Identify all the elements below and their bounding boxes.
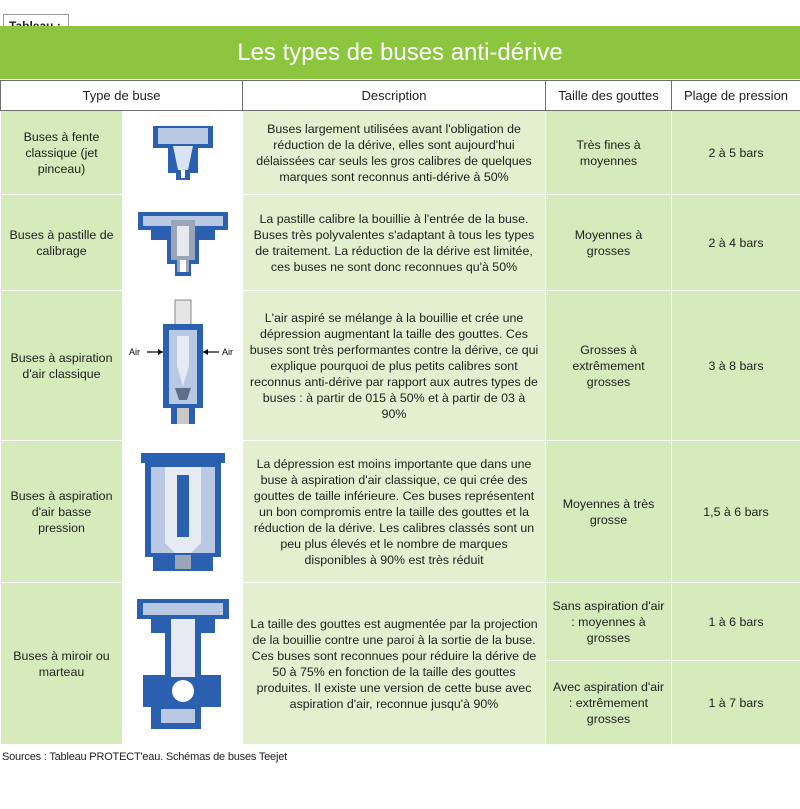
header-pressure: Plage de pression (672, 81, 800, 111)
header-row (1, 81, 800, 111)
nozzle-name: Buses à aspiration d'air basse pression (1, 441, 123, 583)
nozzle-name: Buses à pastille de calibrage (1, 195, 123, 291)
droplet-size-with-air: Avec aspiration d'air : extrêmement grosses (546, 661, 672, 745)
header-description: Description (243, 81, 546, 111)
table-row (1, 195, 800, 291)
droplet-size: Très fines à moyennes (546, 111, 672, 195)
nozzle-name: Buses à fente classique (jet pinceau) (1, 111, 123, 195)
table-row (1, 441, 800, 583)
nozzle-diagram (123, 441, 243, 583)
source-note: Sources : Tableau PROTECT'eau. Schémas de buses Teejet (2, 751, 287, 763)
nozzle-description: La pastille calibre la bouillie à l'entrée de la buse. Buses très polyvalentes s'adaptant à tous les types de traitement. La réduction de la dérive est limitée, ces buses ne sont donc reconnues qu'à 50% (243, 195, 546, 291)
nozzle-name: Buses à aspiration d'air classique (1, 291, 123, 441)
nozzle-description: L'air aspiré se mélange à la bouillie et crée une dépression augmentant la taille des gouttes. Ces buses sont très performantes contre la dérive, ce qui explique pourquoi de plus petits calibres sont reconnus anti-dérive par rapport aux autres types de buses : à partir de 015 à 50% et à partir de 03 à 90% (243, 291, 546, 441)
table-row (1, 291, 800, 441)
nozzle-name: Buses à miroir ou marteau (1, 583, 123, 745)
nozzle-diagram (123, 111, 243, 195)
nozzle-diagram (123, 291, 243, 441)
table-row (1, 583, 800, 661)
nozzle-description: La taille des gouttes est augmentée par la projection de la bouillie contre une paroi à la sortie de la buse. Ces buses sont reconnues pour réduire la dérive de 50 à 75% en fonction de la taille des gouttes produites. Il existe une version de cette buse avec aspiration d'air, reconnue jusqu'à 90% (243, 583, 546, 745)
pressure-range-with-air: 1 à 7 bars (672, 661, 800, 745)
table-row (1, 111, 800, 195)
air-right-label: Air (221, 346, 233, 357)
droplet-size: Moyennes à grosses (546, 195, 672, 291)
pressure-range-without-air: 1 à 6 bars (672, 583, 800, 661)
header-size: Taille des gouttes (546, 81, 672, 111)
nozzle-diagram (123, 583, 243, 745)
header-type: Type de buse (1, 81, 243, 111)
nozzle-table (0, 80, 800, 745)
droplet-size: Grosses à extrêmement grosses (546, 291, 672, 441)
nozzle-diagram (123, 195, 243, 291)
table-title: Les types de buses anti-dérive (0, 26, 800, 79)
droplet-size-without-air: Sans aspiration d'air : moyennes à grosses (546, 583, 672, 661)
droplet-size: Moyennes à très grosse (546, 441, 672, 583)
pressure-range: 3 à 8 bars (672, 291, 800, 441)
air-left-label: Air (128, 346, 140, 357)
pressure-range: 1,5 à 6 bars (672, 441, 800, 583)
pressure-range: 2 à 5 bars (672, 111, 800, 195)
nozzle-description: La dépression est moins importante que dans une buse à aspiration d'air classique, ce qui crée des gouttes de taille inférieure. Ces buses représentent un bon compromis entre la taille des gouttes et la réduction de la dérive. Les calibres classés sont un peu plus élevés et le nombre de marques disponibles à 90% est très réduit (243, 441, 546, 583)
nozzle-description: Buses largement utilisées avant l'obligation de réduction de la dérive, elles sont aujourd'hui délaissées car seuls les gros calibres de quelques marques sont reconnus anti-dérive à 50% (243, 111, 546, 195)
pressure-range: 2 à 4 bars (672, 195, 800, 291)
